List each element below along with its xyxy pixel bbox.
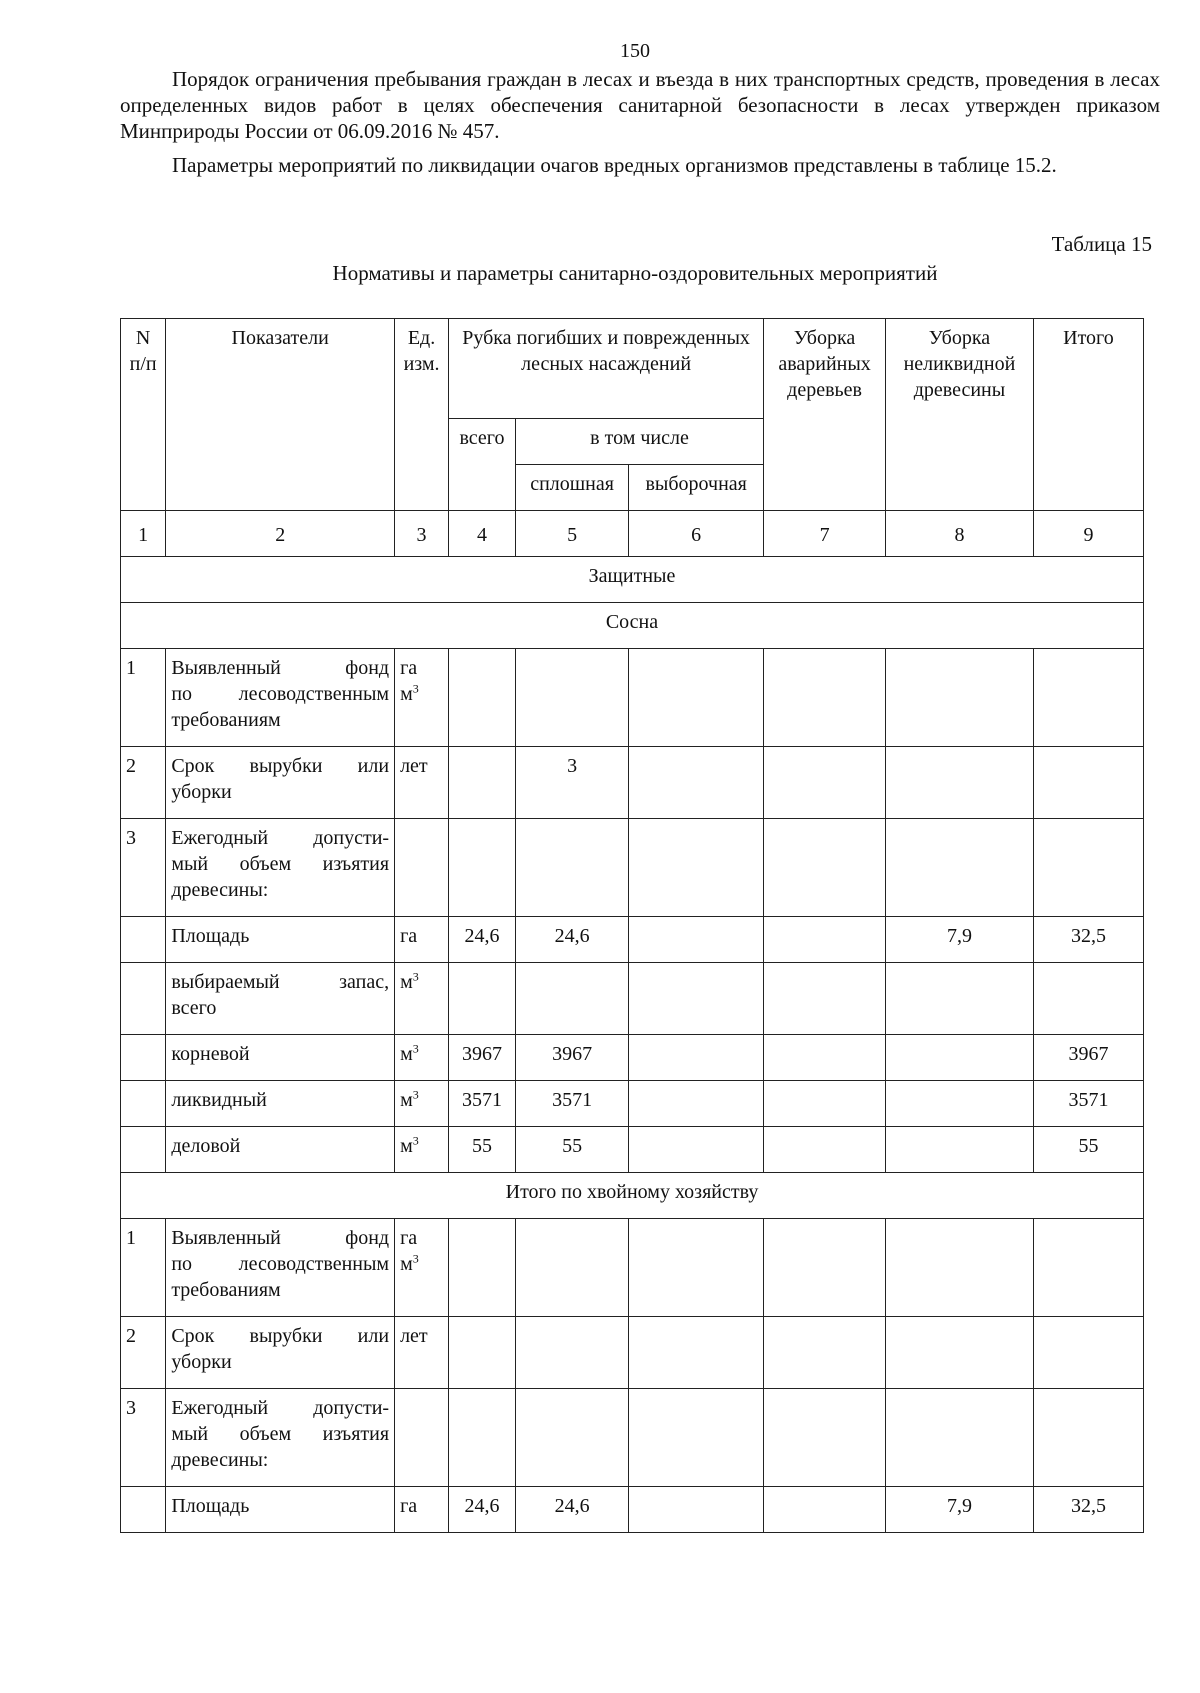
unit xyxy=(395,649,449,747)
indicator-label-line: требованиям xyxy=(171,1279,281,1301)
table-row xyxy=(121,1389,1144,1487)
unit-text: га xyxy=(400,925,418,947)
header-clear: сплошная xyxy=(515,465,628,511)
unit xyxy=(395,1487,449,1533)
value-total xyxy=(1033,819,1143,917)
value-nonliquid xyxy=(886,1127,1034,1173)
indicator-label-line: ликвидный xyxy=(171,1089,267,1111)
section-protective: Защитные xyxy=(121,557,1144,603)
value-all xyxy=(449,1219,516,1317)
indicator-label-line: по лесоводственным xyxy=(171,683,390,705)
unit xyxy=(395,1389,449,1487)
indicator-label xyxy=(166,1081,395,1127)
indicator-label xyxy=(166,1219,395,1317)
value-nonliquid xyxy=(886,963,1034,1035)
indicator-label-line: выбираемый запас, xyxy=(171,971,390,993)
unit-text: м xyxy=(400,1253,413,1275)
unit xyxy=(395,1081,449,1127)
row-number: 2 xyxy=(121,747,166,819)
value-emergency xyxy=(764,1035,886,1081)
indicator-label-line: по лесоводственным xyxy=(171,1253,390,1275)
unit-exponent: 3 xyxy=(412,1041,419,1056)
row-number: 1 xyxy=(121,1219,166,1317)
indicator-label-line: древесины: xyxy=(171,1449,269,1471)
value-clear xyxy=(515,649,628,747)
indicator-label xyxy=(166,1389,395,1487)
value-nonliquid xyxy=(886,1317,1034,1389)
unit-text: м xyxy=(400,1089,413,1111)
indicator-label xyxy=(166,649,395,747)
indicator-label-line: корневой xyxy=(171,1043,250,1065)
indicator-label xyxy=(166,1035,395,1081)
value-clear: 55 xyxy=(515,1127,628,1173)
value-all: 24,6 xyxy=(449,1487,516,1533)
row-number: 2 xyxy=(121,1317,166,1389)
value-nonliquid xyxy=(886,1389,1034,1487)
value-total xyxy=(1033,1219,1143,1317)
table-row xyxy=(121,1219,1144,1317)
row-number xyxy=(121,1081,166,1127)
column-number: 4 xyxy=(449,511,516,557)
value-selective xyxy=(629,963,764,1035)
unit-text: м xyxy=(400,1043,413,1065)
value-emergency xyxy=(764,963,886,1035)
header-nonliquid: Уборка неликвидной древесины xyxy=(886,319,1034,511)
value-selective xyxy=(629,1487,764,1533)
column-number: 8 xyxy=(886,511,1034,557)
value-nonliquid xyxy=(886,819,1034,917)
value-emergency xyxy=(764,1219,886,1317)
value-selective xyxy=(629,1035,764,1081)
indicator-label xyxy=(166,1127,395,1173)
paragraph-order: Порядок ограничения пребывания граждан в лесах и въезда в них транспортных средств, проведения в лесах определенных видов работ в целях обеспечения санитарной безопасности в лесах утвержден приказом Минприроды России от 06.09.2016 № 457. xyxy=(120,67,1160,143)
value-total xyxy=(1033,649,1143,747)
value-clear: 3967 xyxy=(515,1035,628,1081)
unit-text: м xyxy=(400,683,413,705)
indicator-label-line: требованиям xyxy=(171,709,281,731)
indicator-label-line: Срок вырубки или xyxy=(171,755,390,777)
indicator-label-line: Площадь xyxy=(171,1495,250,1517)
unit-text: м xyxy=(400,971,413,993)
indicator-label-line: деловой xyxy=(171,1135,241,1157)
column-number: 6 xyxy=(629,511,764,557)
unit-exponent: 3 xyxy=(412,1133,419,1148)
value-emergency xyxy=(764,1317,886,1389)
value-emergency xyxy=(764,649,886,747)
unit-text: лет xyxy=(400,1325,428,1347)
table-row xyxy=(121,963,1144,1035)
table-title: Нормативы и параметры санитарно-оздоровительных мероприятий xyxy=(332,261,938,285)
indicator-label xyxy=(166,963,395,1035)
value-clear: 3 xyxy=(515,747,628,819)
value-total xyxy=(1033,1389,1143,1487)
value-all xyxy=(449,747,516,819)
table-row xyxy=(121,1487,1144,1533)
indicator-label xyxy=(166,747,395,819)
value-clear xyxy=(515,1219,628,1317)
value-all xyxy=(449,963,516,1035)
unit-text: лет xyxy=(400,755,428,777)
value-total xyxy=(1033,747,1143,819)
indicator-label xyxy=(166,1487,395,1533)
value-emergency xyxy=(764,1081,886,1127)
section-pine: Сосна xyxy=(121,603,1144,649)
indicator-label-line: Площадь xyxy=(171,925,250,947)
value-total: 32,5 xyxy=(1033,1487,1143,1533)
column-number: 9 xyxy=(1033,511,1143,557)
unit xyxy=(395,819,449,917)
value-all xyxy=(449,1317,516,1389)
column-number: 3 xyxy=(395,511,449,557)
value-selective xyxy=(629,1317,764,1389)
header-num: N п/п xyxy=(121,319,166,511)
row-number xyxy=(121,917,166,963)
value-clear xyxy=(515,819,628,917)
table-row xyxy=(121,747,1144,819)
table-row xyxy=(121,917,1144,963)
section-conifer-total: Итого по хвойному хозяйству xyxy=(121,1173,1144,1219)
value-nonliquid: 7,9 xyxy=(886,917,1034,963)
indicator-label-line: мый объем изъятия xyxy=(171,853,390,875)
value-all xyxy=(449,819,516,917)
value-total: 55 xyxy=(1033,1127,1143,1173)
value-emergency xyxy=(764,1127,886,1173)
value-clear xyxy=(515,963,628,1035)
row-number xyxy=(121,1127,166,1173)
value-nonliquid xyxy=(886,1081,1034,1127)
paragraph-parameters: Параметры мероприятий по ликвидации очагов вредных организмов представлены в таблице 15.2. xyxy=(172,153,1057,177)
value-selective xyxy=(629,747,764,819)
value-total: 3967 xyxy=(1033,1035,1143,1081)
value-selective xyxy=(629,917,764,963)
indicator-label xyxy=(166,917,395,963)
sanitary-measures-table xyxy=(120,318,1144,1533)
value-clear xyxy=(515,1317,628,1389)
value-clear: 3571 xyxy=(515,1081,628,1127)
unit-exponent: 3 xyxy=(412,1251,419,1266)
indicator-label xyxy=(166,1317,395,1389)
page-number: 150 xyxy=(620,40,650,62)
column-number: 2 xyxy=(166,511,395,557)
unit-exponent: 3 xyxy=(412,969,419,984)
table-row xyxy=(121,1127,1144,1173)
value-emergency xyxy=(764,917,886,963)
header-unit: Ед. изм. xyxy=(395,319,449,511)
header-emergency: Уборка аварийных деревьев xyxy=(764,319,886,511)
column-number: 7 xyxy=(764,511,886,557)
unit-text: га xyxy=(400,1495,418,1517)
value-total xyxy=(1033,963,1143,1035)
header-felling: Рубка погибших и поврежденных лесных насаждений xyxy=(449,319,764,419)
row-number: 3 xyxy=(121,819,166,917)
indicator-label-line: мый объем изъятия xyxy=(171,1423,390,1445)
value-all: 55 xyxy=(449,1127,516,1173)
value-selective xyxy=(629,649,764,747)
value-selective xyxy=(629,1219,764,1317)
value-clear xyxy=(515,1389,628,1487)
header-including: в том числе xyxy=(515,419,763,465)
value-emergency xyxy=(764,747,886,819)
header-total: Итого xyxy=(1033,319,1143,511)
value-nonliquid xyxy=(886,1035,1034,1081)
value-all xyxy=(449,1389,516,1487)
value-selective xyxy=(629,1081,764,1127)
unit xyxy=(395,963,449,1035)
row-number xyxy=(121,1035,166,1081)
value-total: 32,5 xyxy=(1033,917,1143,963)
value-nonliquid xyxy=(886,747,1034,819)
unit-text: га xyxy=(400,1227,418,1249)
value-nonliquid xyxy=(886,1219,1034,1317)
value-selective xyxy=(629,819,764,917)
indicator-label-line: Срок вырубки или xyxy=(171,1325,390,1347)
row-number: 3 xyxy=(121,1389,166,1487)
unit xyxy=(395,1035,449,1081)
indicator-label-line: Ежегодный допусти- xyxy=(171,1397,390,1419)
row-number xyxy=(121,1487,166,1533)
value-emergency xyxy=(764,819,886,917)
value-emergency xyxy=(764,1389,886,1487)
value-all: 24,6 xyxy=(449,917,516,963)
header-all: всего xyxy=(449,419,516,511)
value-all: 3571 xyxy=(449,1081,516,1127)
value-all: 3967 xyxy=(449,1035,516,1081)
value-selective xyxy=(629,1389,764,1487)
indicator-label-line: Выявленный фонд xyxy=(171,1227,390,1249)
value-selective xyxy=(629,1127,764,1173)
table-row xyxy=(121,649,1144,747)
unit xyxy=(395,1127,449,1173)
value-nonliquid: 7,9 xyxy=(886,1487,1034,1533)
column-number: 1 xyxy=(121,511,166,557)
unit-exponent: 3 xyxy=(412,1087,419,1102)
table-row xyxy=(121,1317,1144,1389)
value-nonliquid xyxy=(886,649,1034,747)
value-total xyxy=(1033,1317,1143,1389)
unit-text: га xyxy=(400,657,418,679)
row-number: 1 xyxy=(121,649,166,747)
row-number xyxy=(121,963,166,1035)
value-all xyxy=(449,649,516,747)
column-number: 5 xyxy=(515,511,628,557)
header-selective: выборочная xyxy=(629,465,764,511)
value-clear: 24,6 xyxy=(515,1487,628,1533)
unit xyxy=(395,747,449,819)
value-emergency xyxy=(764,1487,886,1533)
value-total: 3571 xyxy=(1033,1081,1143,1127)
table-reference: Таблица 15 xyxy=(1051,232,1152,256)
indicator-label-line: древесины: xyxy=(171,879,269,901)
indicator-label-line: всего xyxy=(171,997,217,1019)
value-clear: 24,6 xyxy=(515,917,628,963)
unit-text: м xyxy=(400,1135,413,1157)
unit xyxy=(395,1219,449,1317)
indicator-label-line: уборки xyxy=(171,781,232,803)
unit xyxy=(395,1317,449,1389)
unit-exponent: 3 xyxy=(412,681,419,696)
header-indicators: Показатели xyxy=(166,319,395,511)
indicator-label-line: Выявленный фонд xyxy=(171,657,390,679)
table-row xyxy=(121,819,1144,917)
indicator-label-line: Ежегодный допусти- xyxy=(171,827,390,849)
table-row xyxy=(121,1081,1144,1127)
table-row xyxy=(121,1035,1144,1081)
indicator-label xyxy=(166,819,395,917)
indicator-label-line: уборки xyxy=(171,1351,232,1373)
unit xyxy=(395,917,449,963)
